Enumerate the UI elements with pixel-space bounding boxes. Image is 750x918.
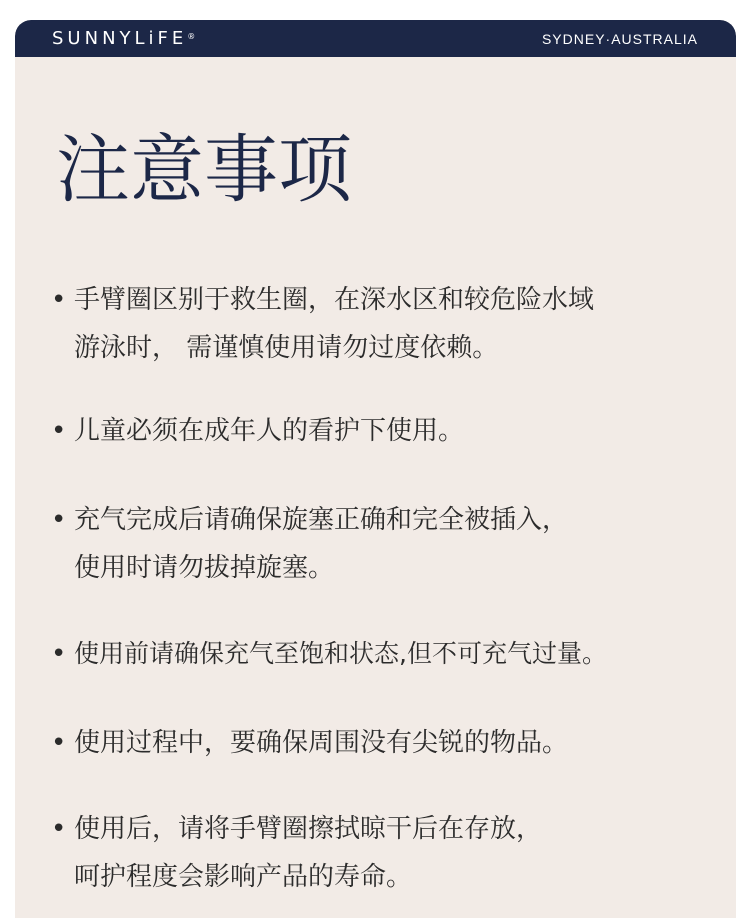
note-line: 使用过程中，要确保周围没有尖锐的物品。	[74, 728, 569, 758]
note-line: 游泳时， 需谨慎使用请勿过度依赖。	[74, 333, 499, 363]
note-item	[51, 719, 734, 767]
note-item	[51, 276, 734, 372]
page-title: 注意事项	[56, 127, 352, 213]
bullet-icon: •	[51, 505, 67, 535]
bullet-icon: •	[51, 728, 67, 758]
note-item	[51, 630, 734, 678]
brand-location: SYDNEY·AUSTRALIA	[541, 31, 698, 47]
brand-name: SUNNYLiFE	[52, 28, 188, 49]
bullet-icon: •	[51, 639, 67, 669]
brand-header-bar	[15, 20, 736, 57]
note-line: 使用时请勿拔掉旋塞。	[74, 553, 335, 583]
notice-card	[15, 20, 736, 918]
note-line: 充气完成后请确保旋塞正确和完全被插入，	[74, 505, 569, 535]
note-line: 呵护程度会影响产品的寿命。	[74, 862, 413, 892]
bullet-icon: •	[51, 814, 67, 844]
bullet-icon: •	[51, 416, 67, 446]
note-item	[51, 805, 734, 901]
note-line: 使用前请确保充气至饱和状态,但不可充气过量。	[74, 639, 607, 668]
note-line: 手臂圈区别于救生圈，在深水区和较危险水域	[74, 285, 595, 315]
note-item	[51, 496, 734, 592]
bullet-icon: •	[51, 285, 67, 315]
note-line: 儿童必须在成年人的看护下使用。	[74, 416, 465, 446]
note-item	[51, 407, 734, 455]
note-line: 使用后，请将手臂圈擦拭晾干后在存放，	[74, 814, 543, 844]
brand-logo	[52, 28, 195, 50]
registered-mark: ®	[187, 32, 196, 41]
